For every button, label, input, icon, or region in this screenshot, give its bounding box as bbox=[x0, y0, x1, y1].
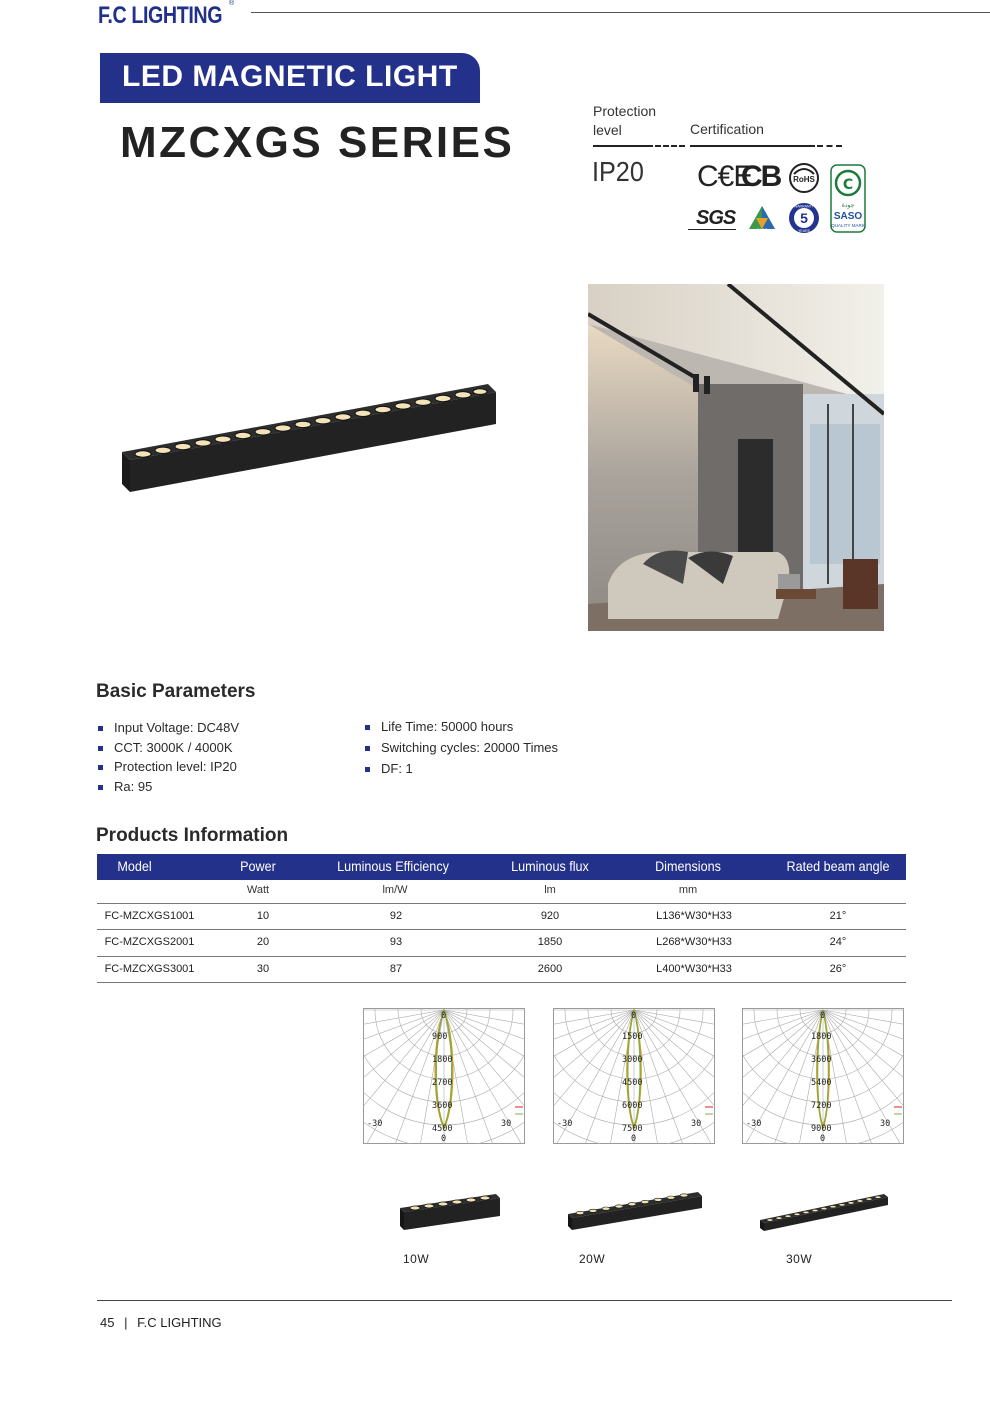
polar-chart-1 bbox=[363, 1008, 525, 1144]
right-angle-label: 30 bbox=[691, 1119, 702, 1129]
left-angle-label: -30 bbox=[367, 1119, 383, 1129]
ring-label: 4500 bbox=[432, 1124, 453, 1134]
table-cell: 26° bbox=[829, 963, 847, 975]
variant-30w-image bbox=[758, 1190, 890, 1232]
footer bbox=[100, 1315, 222, 1330]
param-cct: CCT: 3000K / 4000K bbox=[98, 738, 239, 758]
page-number: 45 bbox=[100, 1315, 115, 1330]
ring-label: 2700 bbox=[432, 1078, 453, 1088]
col-luminous-flux: Luminous flux bbox=[511, 858, 589, 874]
ce-mark: C€E bbox=[697, 160, 753, 193]
param-ra: Ra: 95 bbox=[98, 777, 239, 797]
footer-rule bbox=[97, 1300, 952, 1301]
left-angle-label: -30 bbox=[746, 1119, 762, 1129]
variant-20w-label: 20W bbox=[579, 1252, 606, 1266]
sgs-underline bbox=[688, 229, 736, 230]
param-switching-cycles: Switching cycles: 20000 Times bbox=[365, 738, 558, 759]
protection-dash bbox=[655, 145, 685, 147]
rohs-mark bbox=[788, 162, 820, 194]
variant-20w-image bbox=[566, 1190, 704, 1232]
variant-10w-image bbox=[398, 1192, 503, 1234]
top-angle-label: 0 bbox=[631, 1011, 637, 1021]
param-life-time: Life Time: 50000 hours bbox=[365, 717, 558, 738]
footer-separator: | bbox=[124, 1315, 128, 1330]
ring-label: 5400 bbox=[811, 1078, 832, 1088]
ring-label: 3600 bbox=[811, 1055, 832, 1065]
warranty-5-years-icon bbox=[788, 202, 820, 234]
ring-label: 7500 bbox=[622, 1124, 643, 1134]
saso-triangle-mark bbox=[747, 204, 777, 232]
col-luminous-efficiency: Luminous Efficiency bbox=[337, 858, 449, 874]
row-divider bbox=[97, 903, 906, 904]
table-cell: L268*W30*H33 bbox=[656, 936, 732, 948]
ring-label: 3600 bbox=[432, 1101, 453, 1111]
col-dimensions: Dimensions bbox=[655, 858, 721, 874]
table-cell: FC-MZCXGS1001 bbox=[104, 910, 195, 922]
table-cell: 10 bbox=[256, 910, 270, 922]
table-cell: 20 bbox=[256, 936, 270, 948]
bottom-angle-label: 0 bbox=[441, 1134, 447, 1144]
col-rated-beam-angle: Rated beam angle bbox=[786, 858, 890, 874]
svg-text:QUALITY MARK: QUALITY MARK bbox=[831, 223, 865, 228]
param-input-voltage: Input Voltage: DC48V bbox=[98, 718, 239, 738]
ring-label: 4500 bbox=[622, 1078, 643, 1088]
svg-text:RoHS: RoHS bbox=[793, 175, 815, 184]
table-cell: L136*W30*H33 bbox=[656, 910, 732, 922]
variant-10w-label: 10W bbox=[403, 1252, 430, 1266]
series-title: MZCXGS SERIES bbox=[120, 118, 515, 167]
table-cell: FC-MZCXGS2001 bbox=[104, 936, 195, 948]
ring-label: 9000 bbox=[811, 1124, 832, 1134]
interior-scene-photo bbox=[588, 284, 884, 631]
banner-title: LED MAGNETIC LIGHT bbox=[122, 60, 458, 93]
param-protection-level: Protection level: IP20 bbox=[98, 757, 239, 777]
table-cell: 30 bbox=[256, 963, 270, 975]
table-cell: 21° bbox=[829, 910, 847, 922]
certification-dash bbox=[817, 145, 842, 147]
svg-text:C: C bbox=[842, 177, 854, 193]
top-angle-label: 0 bbox=[441, 1011, 447, 1021]
right-angle-label: 30 bbox=[880, 1119, 891, 1129]
param-df: DF: 1 bbox=[365, 759, 558, 779]
variant-30w-label: 30W bbox=[786, 1252, 813, 1266]
svg-text:SASO: SASO bbox=[833, 211, 863, 222]
col-power: Power bbox=[240, 858, 276, 874]
ring-label: 3000 bbox=[622, 1055, 643, 1065]
left-angle-label: -30 bbox=[557, 1119, 573, 1129]
brand-logo: F.C LIGHTING bbox=[98, 2, 223, 29]
svg-text:YEARS: YEARS bbox=[798, 229, 810, 233]
row-divider bbox=[97, 982, 906, 983]
unit-power: Watt bbox=[246, 884, 270, 896]
header-rule bbox=[251, 12, 990, 13]
product-main-image bbox=[118, 380, 503, 500]
col-model: Model bbox=[117, 858, 152, 874]
registered-mark: ® bbox=[229, 0, 235, 7]
bottom-angle-label: 0 bbox=[631, 1134, 637, 1144]
table-cell: 2600 bbox=[537, 963, 563, 975]
ring-label: 1800 bbox=[432, 1055, 453, 1065]
sgs-mark: SGS bbox=[696, 207, 736, 229]
table-cell: 920 bbox=[540, 910, 560, 922]
ring-label: 1800 bbox=[811, 1032, 832, 1042]
protection-value: IP20 bbox=[592, 156, 644, 187]
unit-dimensions: mm bbox=[678, 884, 698, 896]
svg-text:WARRANTY: WARRANTY bbox=[794, 204, 814, 209]
polar-chart-2 bbox=[553, 1008, 715, 1144]
protection-label: Protection level bbox=[593, 103, 657, 138]
ring-label: 900 bbox=[432, 1032, 448, 1042]
certification-label: Certification bbox=[690, 121, 764, 137]
row-divider bbox=[97, 956, 906, 957]
protection-underline bbox=[593, 145, 653, 147]
table-cell: L400*W30*H33 bbox=[656, 963, 732, 975]
ring-label: 7200 bbox=[811, 1101, 832, 1111]
unit-flux: lm bbox=[544, 884, 556, 896]
svg-text:5: 5 bbox=[800, 210, 808, 226]
svg-text:جودة: جودة bbox=[841, 202, 855, 209]
table-cell: 93 bbox=[389, 936, 403, 948]
table-cell: FC-MZCXGS3001 bbox=[104, 963, 195, 975]
svg-text:SASO: SASO bbox=[756, 227, 768, 232]
bottom-angle-label: 0 bbox=[820, 1134, 826, 1144]
table-cell: 24° bbox=[829, 936, 847, 948]
table-cell: 1850 bbox=[537, 936, 563, 948]
saso-quality-mark bbox=[830, 164, 866, 234]
table-cell: 87 bbox=[389, 963, 403, 975]
basic-parameters-title: Basic Parameters bbox=[96, 681, 256, 702]
top-angle-label: 0 bbox=[820, 1011, 826, 1021]
polar-chart-3 bbox=[742, 1008, 904, 1144]
ring-label: 6000 bbox=[622, 1101, 643, 1111]
table-cell: 92 bbox=[389, 910, 403, 922]
parameters-left-list bbox=[98, 718, 239, 796]
certification-underline bbox=[690, 145, 815, 147]
unit-efficiency: lm/W bbox=[382, 884, 408, 896]
right-angle-label: 30 bbox=[501, 1119, 512, 1129]
ring-label: 1500 bbox=[622, 1032, 643, 1042]
cb-mark: CB bbox=[741, 160, 781, 193]
parameters-right-list bbox=[365, 717, 558, 779]
row-divider bbox=[97, 929, 906, 930]
products-info-title: Products Information bbox=[96, 825, 289, 846]
footer-brand: F.C LIGHTING bbox=[137, 1315, 222, 1330]
